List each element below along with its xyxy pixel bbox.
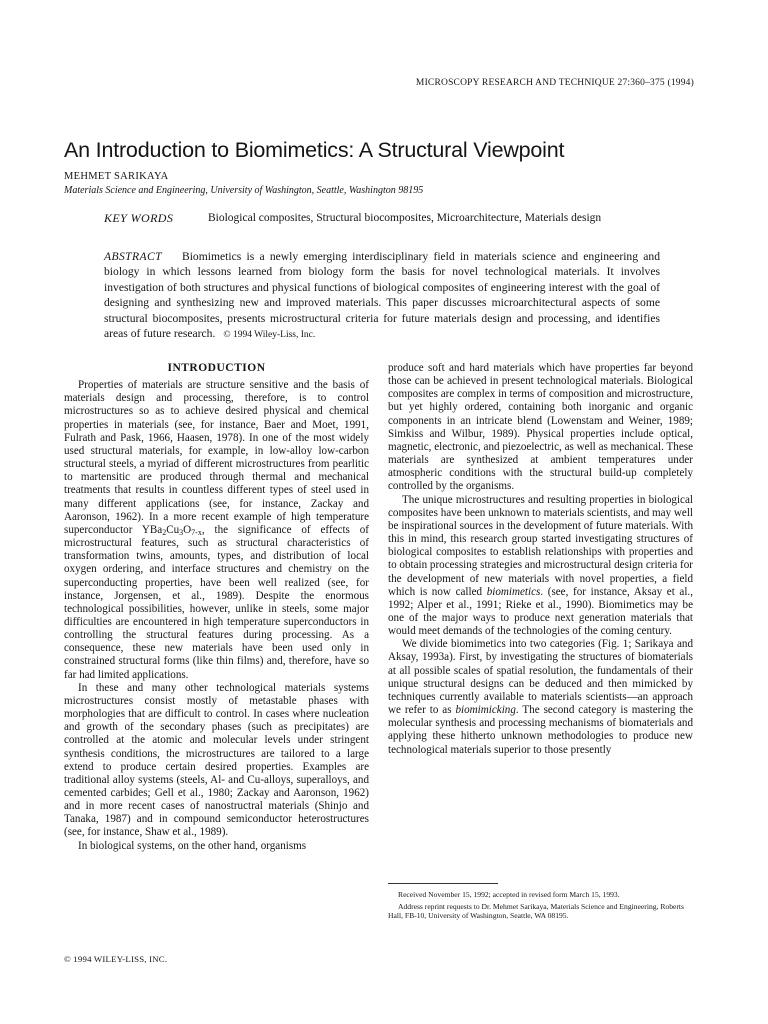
- formula-ybco: $YBa_2Cu_3O_{7-x}$: [141, 523, 202, 537]
- term-biomimicking: biomimicking: [455, 704, 516, 717]
- term-biomimetics: biomimetics: [486, 585, 541, 598]
- abstract-label: ABSTRACT: [104, 250, 162, 263]
- paragraph: The unique microstructures and resulting properties in biological composites have been unknown to materials scientists, and may well be inspirational sources in the development of future materials. With this in mind, this research group started investigating structures of biological composites to establish relationships with properties and to obtain processing strategies and microstructural design criteria for the development of new materials with novel properties, a field which is now called biomimetics. (see, for instance, Aksay et al., 1992; Alper et al., 1991; Rieke et al., 1990). Biomimetics may be one of the major ways to produce next generation materials that would meet demands of the technologies of the coming century.: [388, 493, 694, 638]
- paragraph: produce soft and hard materials which have properties far beyond those can be achieved in present technological materials. Biological composites are complex in terms of composition and microstructure, but yet highly ordered, containing both inorganic and organic components in an intricate blend (Lowenstam and Weiner, 1989; Simkiss and Wilbur, 1989). Physical properties include optical, magnetic, electronic, and piezoelectric, as well as mechanical. These materials are synthesized at ambient temperatures under atmospheric conditions with the structural build-up completely controlled by the organisms.: [388, 362, 693, 493]
- footnote-divider: [388, 883, 498, 884]
- introduction-heading: INTRODUCTION: [167, 362, 266, 374]
- paragraph: In biological systems, on the other hand, organisms: [78, 839, 307, 852]
- paragraph: Properties of materials are structure sensitive and the basis of materials design and processing, therefore, is to control microstructures so as to achieve desired physical and chemical properties in materials (see, for instance, Baer and Moet, 1991, Fulrath and Pask, 1966, Haasen, 1978). In one of the most widely used structural materials, for example, in low-alloy low-carbon structural steels, a myriad of different microstructures from pearlitic to martensitic are produced through thermal and mechanical treatments that results in countless different types of steel used in many different applications (see, for instance, Zackay and Aaronson, 1962). In a more recent example of high temperature superconductor $YBa_2Cu_3O_{7-x}$, the significance of effects of microstructural features, such as structural characteristics of transformation twins, amounts, types, and distribution of local oxygen ordering, and interface structures and chemistry on the superconducting properties, have been well realized (see, for instance, Jorgensen, et al., 1989). Despite the enormous technological possibilities, however, unlike in steels, some major difficulties are encountered in high temperature superconductors in controlling the structural features during processing. As a consequence, these new materials have been used only in constrained structural forms (like thin films) and, therefore, have so far had limited applications.: [64, 379, 369, 681]
- footnotes: [388, 890, 700, 923]
- footnote-received: Received November 15, 1992; accepted in revised form March 15, 1993.: [398, 890, 620, 899]
- abstract: [104, 249, 660, 343]
- author-affiliation: Materials Science and Engineering, University of Washington, Seattle, Washington 98195: [64, 185, 424, 196]
- article-title: An Introduction to Biomimetics: A Structural Viewpoint: [64, 138, 565, 162]
- paragraph: We divide biomimetics into two categories (Fig. 1; Sarikaya and Aksay, 1993a). First, by investigating the structures of biomaterials at all possible scales of spatial resolution, the fundamentals of their unique structural designs can be deduced and then mimicked by techniques currently available to materials scientists—an approach we refer to as biomimicking. The second category is mastering the molecular synthesis and processing mechanisms of biomaterials and applying these hitherto unknown methodologies to produce new technological materials superior to those presently: [388, 638, 693, 756]
- journal-citation: MICROSCOPY RESEARCH AND TECHNIQUE 27:360–375 (1994): [415, 78, 694, 88]
- key-words: Biological composites, Structural biocomposites, Microarchitecture, Materials design: [208, 212, 602, 224]
- key-words-label: KEY WORDS: [104, 211, 174, 225]
- paragraph: In these and many other technological materials systems microstructures consist mostly of metastable phases with morphologies that are difficult to control. In cases where nucleation and growth of the secondary phases (such as precipitates) are controlled at the atomic and molecular levels under stringent synthesis conditions, the microstructures are tailored to a large extend to produce certain desired properties. Examples are traditional alloy systems (steels, Al- and Cu-alloys, superalloys, and cemented carbides; Gell et al., 1980; Zackay and Aaronson, 1962) and in more recent cases of nanostructral materials (Shinjo and Tanaka, 1987) and in compound semiconductor heterostructures (see, for instance, Shaw et al., 1989).: [64, 681, 369, 839]
- footer-copyright: © 1994 WILEY-LISS, INC.: [64, 954, 168, 964]
- abstract-copyright: © 1994 Wiley-Liss, Inc.: [223, 330, 316, 341]
- author-name: MEHMET SARIKAYA: [64, 171, 169, 182]
- left-column: [64, 362, 369, 853]
- footnote-reprint: Address reprint requests to Dr. Mehmet Sarikaya, Materials Science and Engineering, Roberts Hall, FB-10, University of Washington, Seattle, WA 08195.: [388, 901, 684, 921]
- abstract-text: Biomimetics is a newly emerging interdisciplinary field in materials science and engineering and biology in which lessons learned from biology form the basis for novel technological materials. It involves investigation of both structures and physical functions of biological composites of engineering interest with the goal of designing and synthesizing new and improved materials. This paper discusses microarchitectural aspects of some structural biocomposites, presents microstructural criteria for future materials design and processing, and identifies areas of future research.: [104, 250, 660, 341]
- right-column: [388, 362, 693, 757]
